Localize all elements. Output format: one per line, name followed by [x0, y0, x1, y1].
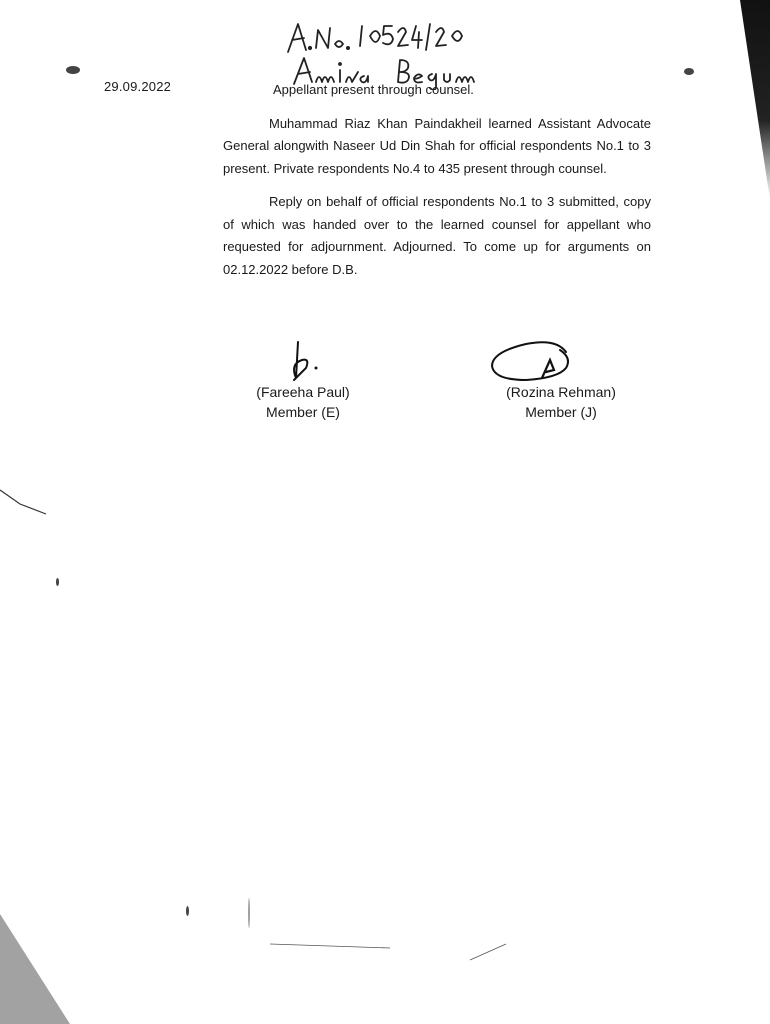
order-date: 29.09.2022: [104, 79, 172, 94]
signatory-role: Member (E): [266, 404, 340, 420]
scan-speck: [56, 578, 59, 586]
scan-speck: [66, 66, 80, 74]
order-body: [223, 79, 651, 281]
signatory-name: (Rozina Rehman): [506, 384, 616, 400]
scan-edge-line: [0, 480, 50, 520]
proceedings-paragraph: Reply on behalf of official respondents No.1 to 3 submitted, copy of which was handed over to the learned counsel for appellant who requested for adjournment. Adjourned. To come up for arguments on 02.12.2022 before D.B.: [223, 194, 651, 277]
signature-right: [486, 338, 576, 386]
signatory-left: [240, 382, 366, 422]
scan-speck: [186, 906, 189, 916]
scan-edge-shadow: [740, 0, 770, 200]
scan-edge-line: [270, 940, 510, 970]
signatory-role: Member (J): [525, 404, 597, 420]
scan-speck: [684, 68, 694, 75]
signature-left: [284, 340, 324, 384]
signatory-name: (Fareeha Paul): [256, 384, 350, 400]
scan-corner-shadow: [0, 914, 70, 1024]
attendance-line: Appellant present through counsel.: [273, 82, 474, 97]
scan-speck: [248, 898, 250, 928]
respondents-paragraph: Muhammad Riaz Khan Paindakheil learned Assistant Advocate General alongwith Naseer Ud Din Shah for official respondents No.1 to 3 present. Private respondents No.4 to 435 present through counsel.: [223, 115, 651, 176]
signatory-right: [488, 382, 634, 422]
